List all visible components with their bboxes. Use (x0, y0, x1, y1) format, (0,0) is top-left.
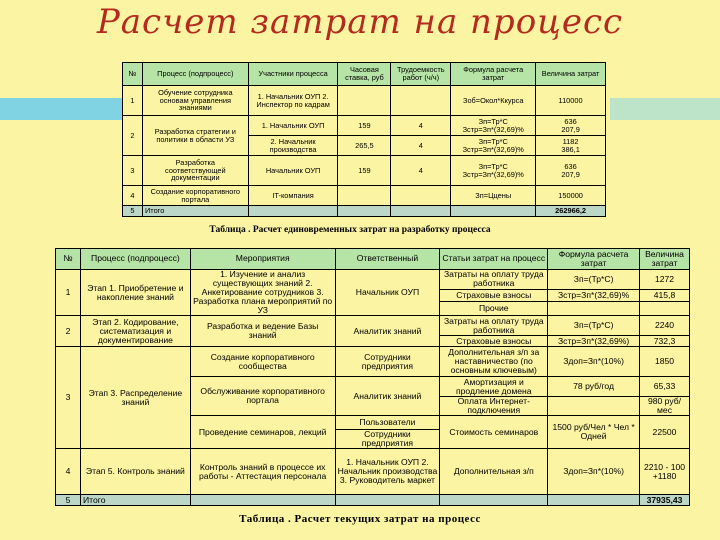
participants-cell: IT-компания (248, 186, 338, 206)
left-accent-bar (0, 98, 122, 120)
responsible-cell: Сотрудники предприятия (335, 347, 440, 377)
cost-item-cell: Стоимость семинаров (440, 416, 548, 449)
rate-cell: 159 (338, 156, 391, 186)
row-number: 3 (56, 347, 81, 449)
process-cell: Этап 5. Контроль знаний (80, 449, 190, 495)
event-cell: 1. Изучение и анализ существующих знаний 2. Анкетирование сотрудников 3. Разработка плана мероприятий по УЗ (190, 270, 335, 316)
cost-item-cell: Прочие (440, 302, 548, 316)
formula-cell: 78 руб/год (548, 377, 640, 397)
row-number: 2 (123, 116, 143, 156)
cost-item-cell: Дополнительная з/п за наставничество (по основным ключевым) (440, 347, 548, 377)
value-line: 207,9 (561, 124, 580, 134)
total-row (56, 495, 690, 506)
formula-cell (451, 156, 536, 186)
rate-cell: 265,5 (338, 136, 391, 156)
formula-line: Зстр=Зп*(32,69)% (462, 124, 524, 134)
formula-line: Зп=Тр*С (478, 136, 508, 146)
event-cell: Разработка и ведение Базы знаний (190, 316, 335, 347)
row-number: 1 (123, 86, 143, 116)
row-number: 3 (123, 156, 143, 186)
value-cell: 1850 (640, 347, 690, 377)
formula-cell: Здоп=Зп*(10%) (548, 449, 640, 495)
total-value: 262966,2 (536, 206, 606, 217)
table-row (123, 116, 606, 136)
one-time-costs-table (122, 62, 606, 217)
process-cell: Этап 2. Кодирование, систематизация и документирование (80, 316, 190, 347)
cost-item-cell: Оплата Интернет-подключения (440, 397, 548, 416)
labor-cell: 4 (391, 136, 451, 156)
formula-line: Зстр=Зп*(32,69)% (462, 169, 524, 179)
formula-cell (451, 116, 536, 136)
header-cell: Статьи затрат на процесс (440, 249, 548, 270)
value-cell: 732,3 (640, 336, 690, 347)
table-row (56, 449, 690, 495)
value-line: 386,1 (561, 144, 580, 154)
table-row (123, 156, 606, 186)
header-cell: Формула расчета затрат (548, 249, 640, 270)
current-costs-table (55, 248, 690, 506)
table-row (123, 186, 606, 206)
table-row (56, 270, 690, 290)
value-cell: 150000 (536, 186, 606, 206)
cost-item-cell: Страховые взносы (440, 289, 548, 302)
row-number: 1 (56, 270, 81, 316)
rate-cell (338, 186, 391, 206)
labor-cell (391, 186, 451, 206)
header-cell: Процесс (подпроцесс) (142, 63, 248, 86)
value-cell: 110000 (536, 86, 606, 116)
formula-cell: Зстр=Зп*(32,69%) (548, 336, 640, 347)
value-cell (536, 136, 606, 156)
formula-cell: Зп=(Тр*С) (548, 316, 640, 336)
total-row (123, 206, 606, 217)
participants-cell: 1. Начальник ОУП (248, 116, 338, 136)
cost-item-cell: Затраты на оплату труда работника (440, 270, 548, 290)
value-line: 207,9 (561, 169, 580, 179)
value-cell (536, 116, 606, 136)
process-cell: Обучение сотрудника основам управления знаниями (142, 86, 248, 116)
process-cell: Разработка стратегии и политики в области УЗ (142, 116, 248, 156)
process-cell: Разработка соответствующей документации (142, 156, 248, 186)
formula-line: Зп=Тр*С (478, 116, 508, 126)
process-cell: Создание корпоративного портала (142, 186, 248, 206)
cost-item-cell: Дополнительная з/п (440, 449, 548, 495)
total-label: Итого (80, 495, 190, 506)
value-cell (536, 156, 606, 186)
event-cell: Обслуживание корпоративного портала (190, 377, 335, 416)
value-line: 636 (564, 116, 577, 126)
responsible-cell: Начальник ОУП (335, 270, 440, 316)
row-number: 4 (56, 449, 81, 495)
formula-cell: Здоп=Зп*(10%) (548, 347, 640, 377)
formula-cell: Зп=(Тр*С) (548, 270, 640, 290)
header-cell: Трудоемкость работ (ч/ч) (391, 63, 451, 86)
cost-item-cell: Амортизация и продление домена (440, 377, 548, 397)
value-line: 636 (564, 161, 577, 171)
table-row (56, 316, 690, 336)
table-row (123, 86, 606, 116)
process-cell: Этап 1. Приобретение и накопление знаний (80, 270, 190, 316)
formula-cell: 1500 руб/Чел * Чел * Одней (548, 416, 640, 449)
rate-cell (338, 86, 391, 116)
labor-cell (391, 86, 451, 116)
process-cell: Этап 3. Распределение знаний (80, 347, 190, 449)
table-header-row (56, 249, 690, 270)
labor-cell: 4 (391, 116, 451, 136)
cost-item-cell: Страховые взносы (440, 336, 548, 347)
value-cell: 980 руб/мес (640, 397, 690, 416)
participants-cell: Начальник ОУП (248, 156, 338, 186)
responsible-cell: Аналитик знаний (335, 377, 440, 416)
header-cell: Ответственный (335, 249, 440, 270)
header-cell: Величина затрат (640, 249, 690, 270)
formula-line: Зп=Тр*С (478, 161, 508, 171)
formula-cell: Зоб=Окол*Ккурса (451, 86, 536, 116)
header-cell: № (123, 63, 143, 86)
table1-caption: Таблица . Расчет единовременных затрат на разработку процесса (209, 225, 491, 235)
cost-item-cell: Затраты на оплату труда работника (440, 316, 548, 336)
event-cell: Проведение семинаров, лекций (190, 416, 335, 449)
value-cell: 2240 (640, 316, 690, 336)
header-cell: Величина затрат (536, 63, 606, 86)
participants-cell: 1. Начальник ОУП 2. Инспектор по кадрам (248, 86, 338, 116)
formula-line: Зстр=Зп*(32,69)% (462, 144, 524, 154)
total-value: 37935,43 (640, 495, 690, 506)
header-cell: Часовая ставка, руб (338, 63, 391, 86)
value-cell: 22500 (640, 416, 690, 449)
value-line: 1182 (562, 136, 579, 146)
row-number: 2 (56, 316, 81, 347)
responsible-cell: Сотрудники предприятия (335, 430, 440, 449)
header-cell: Формула расчета затрат (451, 63, 536, 86)
table-row (56, 347, 690, 377)
row-number: 5 (56, 495, 81, 506)
responsible-cell: Аналитик знаний (335, 316, 440, 347)
rate-cell: 159 (338, 116, 391, 136)
formula-cell (451, 136, 536, 156)
header-cell: Процесс (подпроцесс) (80, 249, 190, 270)
total-label: Итого (142, 206, 248, 217)
right-accent-bar (610, 98, 720, 120)
header-cell: Мероприятия (190, 249, 335, 270)
participants-cell: 2. Начальник производства (248, 136, 338, 156)
responsible-cell: Пользователи (335, 416, 440, 430)
value-cell: 415,8 (640, 289, 690, 302)
slide-title: Расчет затрат на процесс (96, 2, 624, 42)
formula-cell: Зстр=Зп*(32,69)% (548, 289, 640, 302)
labor-cell: 4 (391, 156, 451, 186)
event-cell: Создание корпоративного сообщества (190, 347, 335, 377)
row-number: 4 (123, 186, 143, 206)
value-cell: 1272 (640, 270, 690, 290)
table-header-row (123, 63, 606, 86)
value-cell: 2210 - 100 +1180 (640, 449, 690, 495)
table2-caption: Таблица . Расчет текущих затрат на процесс (239, 513, 481, 525)
event-cell: Контроль знаний в процессе их работы - Аттестация персонала (190, 449, 335, 495)
responsible-cell: 1. Начальник ОУП 2. Начальник производства 3. Руководитель маркет (335, 449, 440, 495)
value-cell: 65,33 (640, 377, 690, 397)
header-cell: № (56, 249, 81, 270)
formula-cell: Зп=Ццены (451, 186, 536, 206)
header-cell: Участники процесса (248, 63, 338, 86)
row-number: 5 (123, 206, 143, 217)
